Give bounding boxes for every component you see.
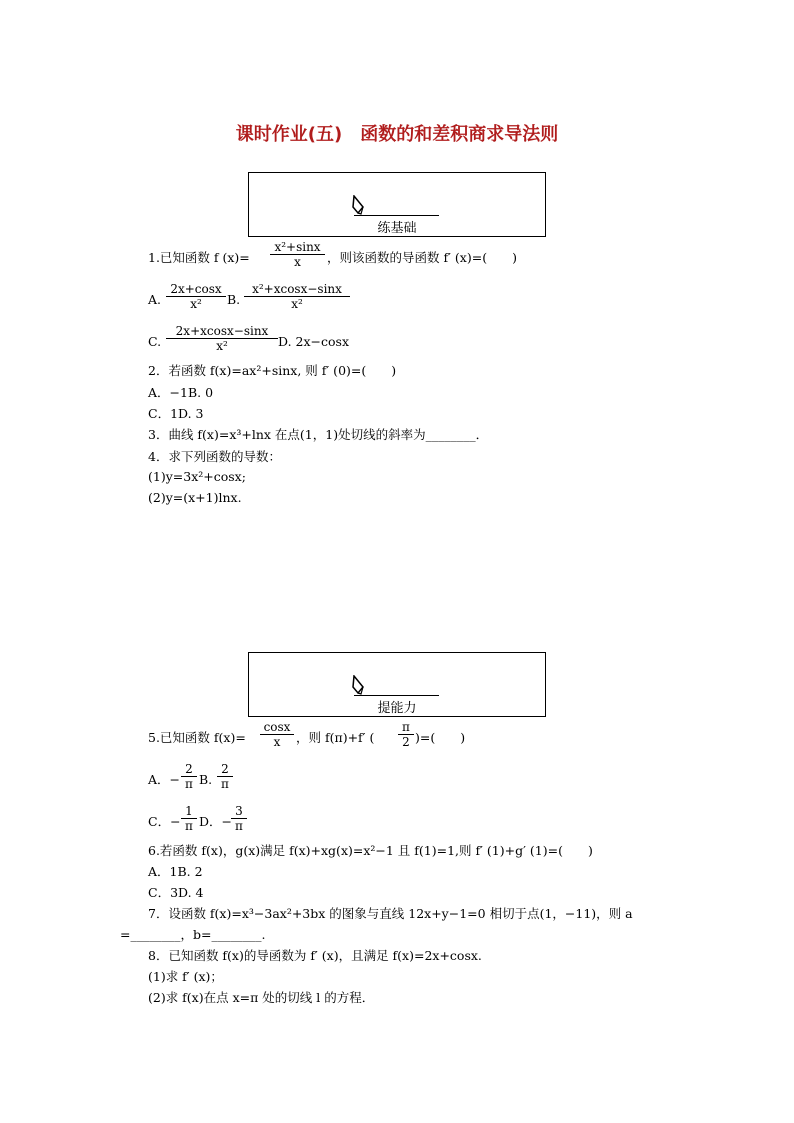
q1-a-numerator: 2x+cosx [166, 282, 226, 297]
q7-continuation: =________，b=________. [120, 927, 266, 942]
q5-mid: ，则 f(π)+f′ ( [296, 730, 375, 745]
q2-options-ab: A．−1B. 0 [148, 385, 214, 400]
q4-part2: (2)y=(x+1)lnx. [148, 490, 242, 505]
q1-prefix: 1.已知函数 f (x)= [148, 250, 250, 265]
q1-denominator: x [294, 255, 301, 269]
q5-d-numerator: 3 [231, 804, 247, 819]
q3-stem: 3．曲线 f(x)=x³+lnx 在点(1，1)处切线的斜率为________． [148, 427, 489, 442]
q5-option-b [217, 762, 233, 791]
q1-option-c [166, 324, 278, 353]
q4-stem: 4．求下列函数的导数： [148, 449, 281, 464]
q1-option-c-label: C. [148, 334, 162, 349]
q1-option-b [244, 282, 350, 311]
q5-option-c [181, 804, 197, 833]
q6-options-ab: A．1B. 2 [148, 864, 203, 879]
q7-stem: 7．设函数 f(x)=x³−3ax²+3bx 的图象与直线 12x+y−1=0 相切于点(1，−11)，则 a [148, 906, 633, 921]
section-box-advanced [248, 652, 546, 717]
q1-option-a [166, 282, 226, 311]
q5-numerator: cosx [260, 720, 294, 735]
q5-prefix: 5.已知函数 f(x)= [148, 730, 246, 745]
section-label-basic: 练基础 [377, 221, 417, 236]
q5-option-c-label: C．− [148, 814, 181, 829]
q5-option-d [231, 804, 247, 833]
q5-d-denominator: π [235, 819, 243, 833]
label-underline [354, 215, 439, 216]
q5-fraction [260, 720, 294, 749]
section-label-advanced: 提能力 [377, 701, 417, 716]
q1-option-d: D. 2x−cosx [278, 334, 349, 349]
q5-argument [398, 720, 414, 749]
q5-option-d-label: D．− [199, 814, 232, 829]
q1-suffix: ，则该函数的导函数 f′ (x)=( ) [327, 250, 517, 265]
section-box-basic [248, 172, 546, 237]
q1-b-denominator: x² [291, 297, 303, 311]
q1-c-numerator: 2x+xcosx−sinx [166, 324, 278, 339]
q5-option-a [181, 762, 197, 791]
q5-b-denominator: π [221, 777, 229, 791]
q5-a-denominator: π [185, 777, 193, 791]
q4-part1: (1)y=3x²+cosx; [148, 469, 246, 484]
q5-option-b-label: B. [199, 772, 213, 787]
q1-numerator: x²+sinx [270, 240, 325, 255]
q5-arg-denominator: 2 [402, 735, 410, 749]
q6-stem: 6.若函数 f(x)，g(x)满足 f(x)+xg(x)=x²−1 且 f(1)=1,则 f′ (1)+g′ (1)=( ) [148, 843, 593, 858]
q1-b-numerator: x²+xcosx−sinx [244, 282, 350, 297]
q2-options-cd: C．1D. 3 [148, 406, 204, 421]
q5-arg-numerator: π [398, 720, 414, 735]
q5-a-numerator: 2 [181, 762, 197, 777]
q8-part1: (1)求 f′ (x)； [148, 969, 223, 984]
page-title: 课时作业(五) 函数的和差积商求导法则 [235, 124, 559, 145]
pencil-icon [352, 675, 366, 695]
q1-fraction [270, 240, 325, 269]
q1-option-b-label: B. [227, 292, 241, 307]
q1-a-denominator: x² [190, 297, 202, 311]
q1-c-denominator: x² [216, 339, 228, 353]
q5-b-numerator: 2 [217, 762, 233, 777]
q6-options-cd: C．3D. 4 [148, 885, 204, 900]
q8-part2: (2)求 f(x)在点 x=π 处的切线 l 的方程． [148, 990, 375, 1005]
q5-option-a-label: A．− [148, 772, 181, 787]
q5-c-denominator: π [185, 819, 193, 833]
q2-stem: 2．若函数 f(x)=ax²+sinx, 则 f′ (0)=( ) [148, 363, 397, 378]
q1-option-a-label: A. [148, 292, 162, 307]
q5-denominator: x [273, 735, 281, 749]
q5-c-numerator: 1 [181, 804, 197, 819]
q5-suffix: )=( ) [415, 730, 466, 745]
pencil-icon [352, 195, 366, 215]
label-underline [354, 695, 439, 696]
q8-stem: 8．已知函数 f(x)的导函数为 f′ (x)，且满足 f(x)=2x+cosx. [148, 948, 482, 963]
